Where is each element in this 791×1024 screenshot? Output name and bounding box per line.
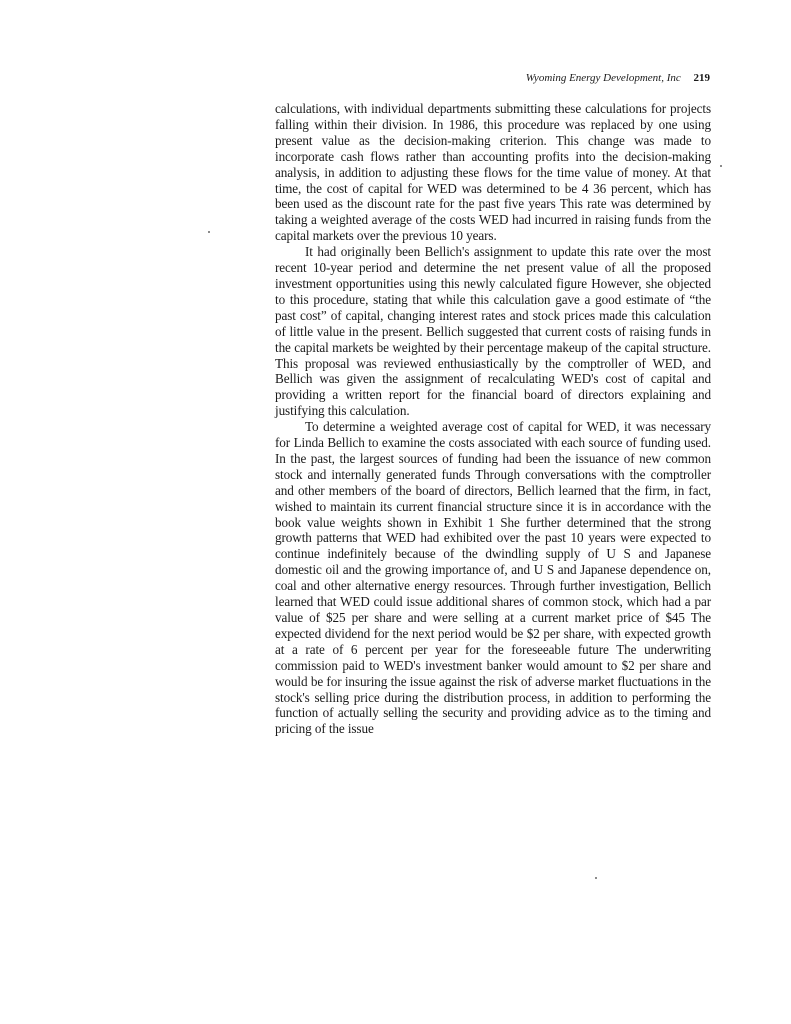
- paragraph-assignment: It had originally been Bellich's assignment to update this rate over the most recent 10-year period and determine the net present value of all the proposed investment opportunities using this newly calculated figure However, she objected to this procedure, stating that while this calculation gave a good estimate of “the past cost” of capital, changing interest rates and stock prices made this calculation of little value in the present. Bellich suggested that current costs of raising funds in the capital markets be weighted by their percentage makeup of the capital structure. This proposal was reviewed enthusiastically by the comptroller of WED, and Bellich was given the assignment of recalculating WED's cost of capital and providing a written report for the financial board of directors explaining and justifying this calculation.: [275, 244, 711, 419]
- scan-speck: [720, 165, 722, 167]
- scan-speck: [208, 231, 210, 233]
- body-text: [275, 101, 711, 737]
- running-head: [275, 71, 710, 85]
- running-head-title: Wyoming Energy Development, Inc: [525, 72, 681, 84]
- paragraph-continuation: calculations, with individual departments submitting these calculations for projects falling within their division. In 1986, this procedure was replaced by one using present value as the decision-making criterion. This change was made to incorporate cash flows rather than accounting profits into the decision-making analysis, in addition to adjusting these flows for the time value of money. At that time, the cost of capital for WED was determined to be 4 36 percent, which has been used as the discount rate for the past five years This rate was determined by taking a weighted average of the costs WED had incurred in raising funds from the capital markets over the previous 10 years.: [275, 101, 711, 244]
- page-number: 219: [693, 72, 710, 84]
- scan-speck: [595, 877, 597, 879]
- paragraph-funding-sources: To determine a weighted average cost of capital for WED, it was necessary for Linda Bellich to examine the costs associated with each source of funding used. In the past, the largest sources of funding had been the issuance of new common stock and internally generated funds Through conversations with the comptroller and other members of the board of directors, Bellich learned that the firm, in fact, wished to maintain its current financial structure since it is in accordance with the book value weights shown in Exhibit 1 She further determined that the strong growth patterns that WED had exhibited over the past 10 years were expected to continue indefinitely because of the dwindling supply of U S and Japanese domestic oil and the growing importance of, and U S and Japanese dependence on, coal and other alternative energy resources. Through further investigation, Bellich learned that WED could issue additional shares of common stock, which had a par value of $25 per share and were selling at a current market price of $45 The expected dividend for the next period would be $2 per share, with expected growth at a rate of 6 percent per year for the foreseeable future The underwriting commission paid to WED's investment banker would amount to $2 per share and would be for insuring the issue against the risk of adverse market fluctuations in the stock's selling price during the distribution process, in addition to performing the function of actually selling the security and providing advice as to the timing and pricing of the issue: [275, 419, 711, 737]
